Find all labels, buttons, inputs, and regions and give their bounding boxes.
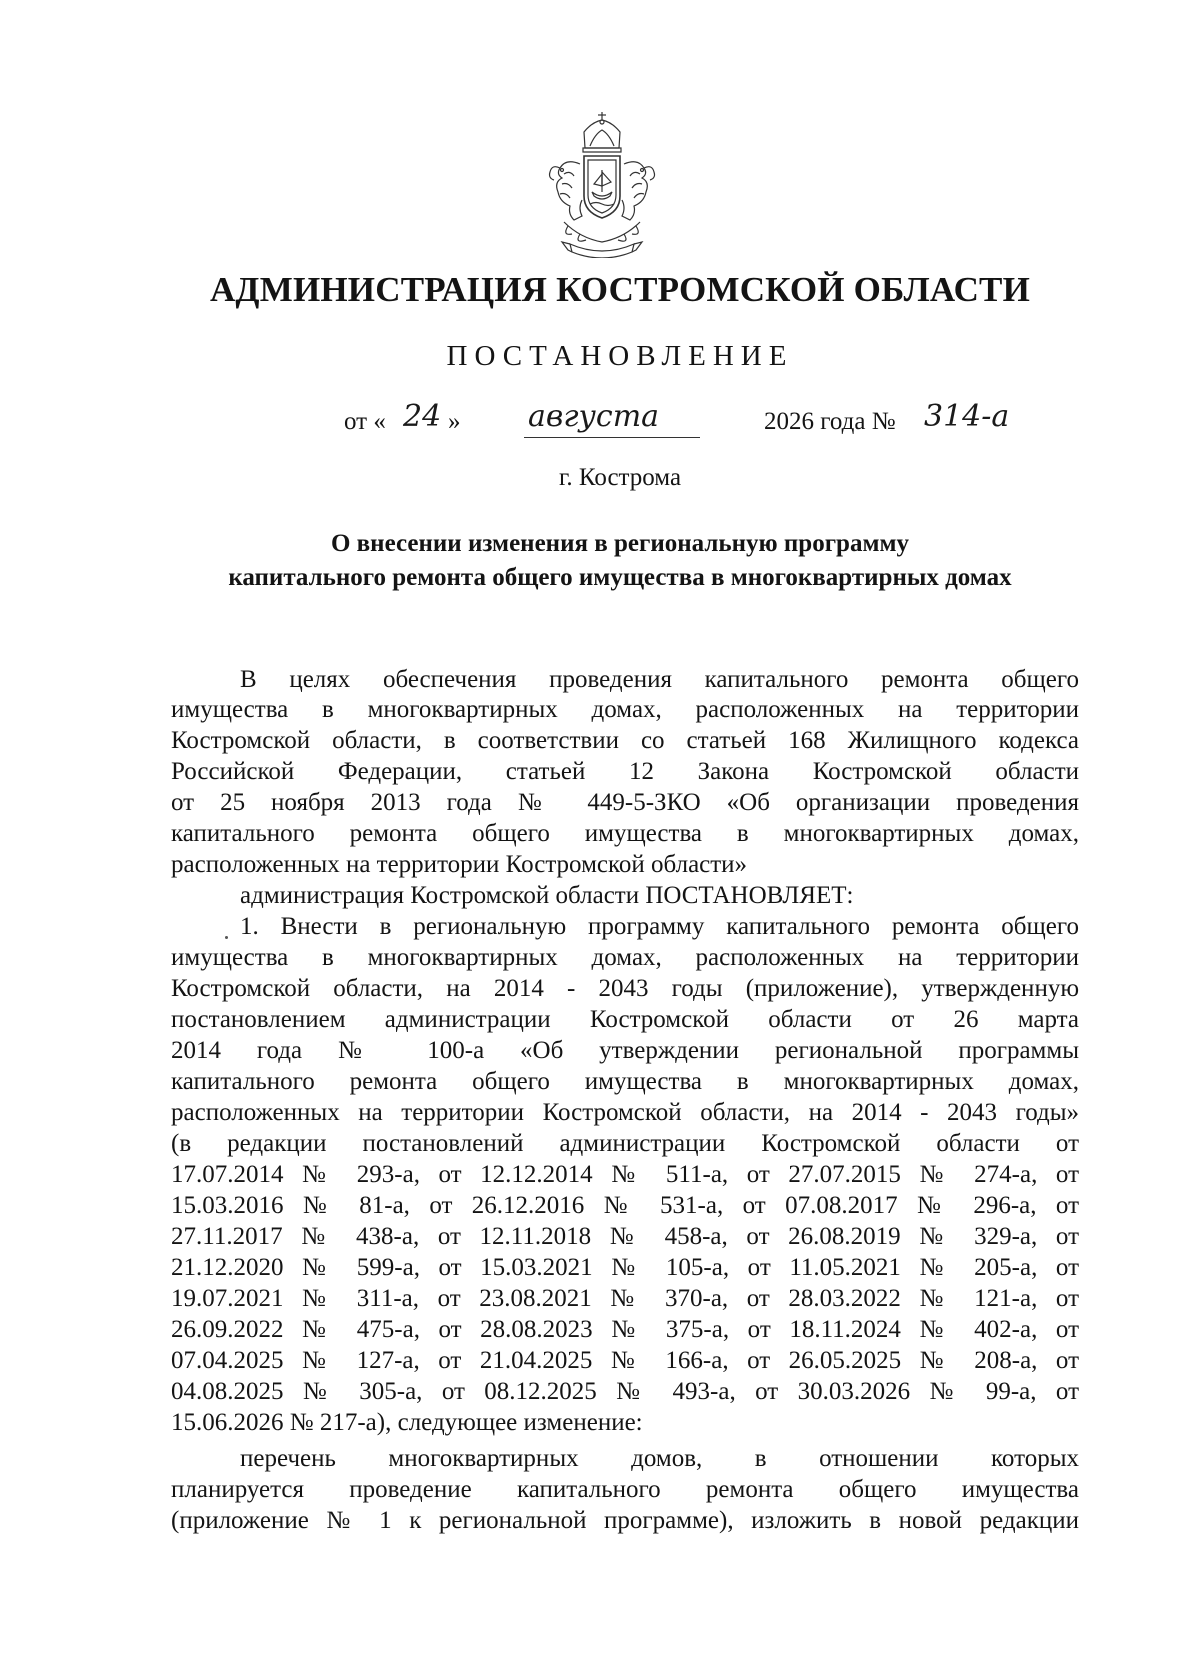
city: г. Кострома xyxy=(558,464,682,491)
body-line: капитального ремонта общего имущества в многоквартирных домах, xyxy=(171,820,1079,847)
scan-mark xyxy=(225,936,228,939)
document-subject xyxy=(150,527,1090,595)
body-line: постановлением администрации Костромской области от 26 марта xyxy=(171,1006,1079,1033)
body-line: Костромской области, на 2014 - 2043 годы (приложение), утвержденную xyxy=(171,975,1079,1002)
date-prefix: от « xyxy=(344,408,386,435)
body-line: 07.04.2025 № 127-а, от 21.04.2025 № 166-а, от 26.05.2025 № 208-а, от xyxy=(171,1347,1079,1374)
body-line: перечень многоквартирных домов, в отношении которых xyxy=(240,1445,1079,1472)
subject-line-1: О внесении изменения в региональную программу xyxy=(330,530,910,557)
document-type: ПОСТАНОВЛЕНИЕ xyxy=(446,340,794,372)
body-line: 19.07.2021 № 311-а, от 23.08.2021 № 370-а, от 28.03.2022 № 121-а, от xyxy=(171,1285,1079,1312)
body-line: 26.09.2022 № 475-а, от 28.08.2023 № 375-а, от 18.11.2024 № 402-а, от xyxy=(171,1316,1079,1343)
body-line: (приложение № 1 к региональной программе), изложить в новой редакции xyxy=(171,1507,1079,1534)
body-line: Российской Федерации, статьей 12 Закона Костромской области xyxy=(171,758,1079,785)
body-line: 15.03.2016 № 81-а, от 26.12.2016 № 531-а, от 07.08.2017 № 296-а, от xyxy=(171,1192,1079,1219)
body-line: расположенных на территории Костромской области, на 2014 - 2043 годы» xyxy=(171,1099,1079,1126)
body-line: 2014 года № 100-а «Об утверждении региональной программы xyxy=(171,1037,1079,1064)
body-line: 27.11.2017 № 438-а, от 12.11.2018 № 458-а, от 26.08.2019 № 329-а, от xyxy=(171,1223,1079,1250)
body-line: 17.07.2014 № 293-а, от 12.12.2014 № 511-а, от 27.07.2015 № 274-а, от xyxy=(171,1161,1079,1188)
body-line: капитального ремонта общего имущества в многоквартирных домах, xyxy=(171,1068,1079,1095)
date-close-quote: » xyxy=(448,408,461,435)
body-line: имущества в многоквартирных домах, расположенных на территории xyxy=(171,944,1079,971)
subject-line-2: капитального ремонта общего имущества в многоквартирных домах xyxy=(228,564,1012,591)
body-line: планируется проведение капитального ремонта общего имущества xyxy=(171,1476,1079,1503)
date-day: 24 xyxy=(403,399,442,434)
body-line: Костромской области, в соответствии со статьей 168 Жилищного кодекса xyxy=(171,727,1079,754)
body-line: администрация Костромской области ПОСТАНОВЛЯЕТ: xyxy=(240,882,854,909)
document-number: 314-а xyxy=(924,399,1010,434)
body-line: имущества в многоквартирных домах, расположенных на территории xyxy=(171,696,1079,723)
body-line: В целях обеспечения проведения капитального ремонта общего xyxy=(240,666,1079,693)
body-line: расположенных на территории Костромской области» xyxy=(171,851,748,878)
organization-title: АДМИНИСТРАЦИЯ КОСТРОМСКОЙ ОБЛАСТИ xyxy=(209,270,1031,309)
body-line: от 25 ноября 2013 года № 449-5-ЗКО «Об организации проведения xyxy=(171,789,1079,816)
date-month: августа xyxy=(528,399,660,434)
coat-of-arms-icon xyxy=(540,112,664,258)
body-line: 04.08.2025 № 305-а, от 08.12.2025 № 493-а, от 30.03.2026 № 99-а, от xyxy=(171,1378,1079,1405)
date-year: 2026 года № xyxy=(764,408,896,435)
body-line: (в редакции постановлений администрации Костромской области от xyxy=(171,1130,1079,1157)
body-line: 1. Внести в региональную программу капитального ремонта общего xyxy=(240,913,1079,940)
month-underline xyxy=(524,437,700,438)
body-line: 15.06.2026 № 217-а), следующее изменение: xyxy=(171,1409,643,1436)
body-line: 21.12.2020 № 599-а, от 15.03.2021 № 105-а, от 11.05.2021 № 205-а, от xyxy=(171,1254,1079,1281)
